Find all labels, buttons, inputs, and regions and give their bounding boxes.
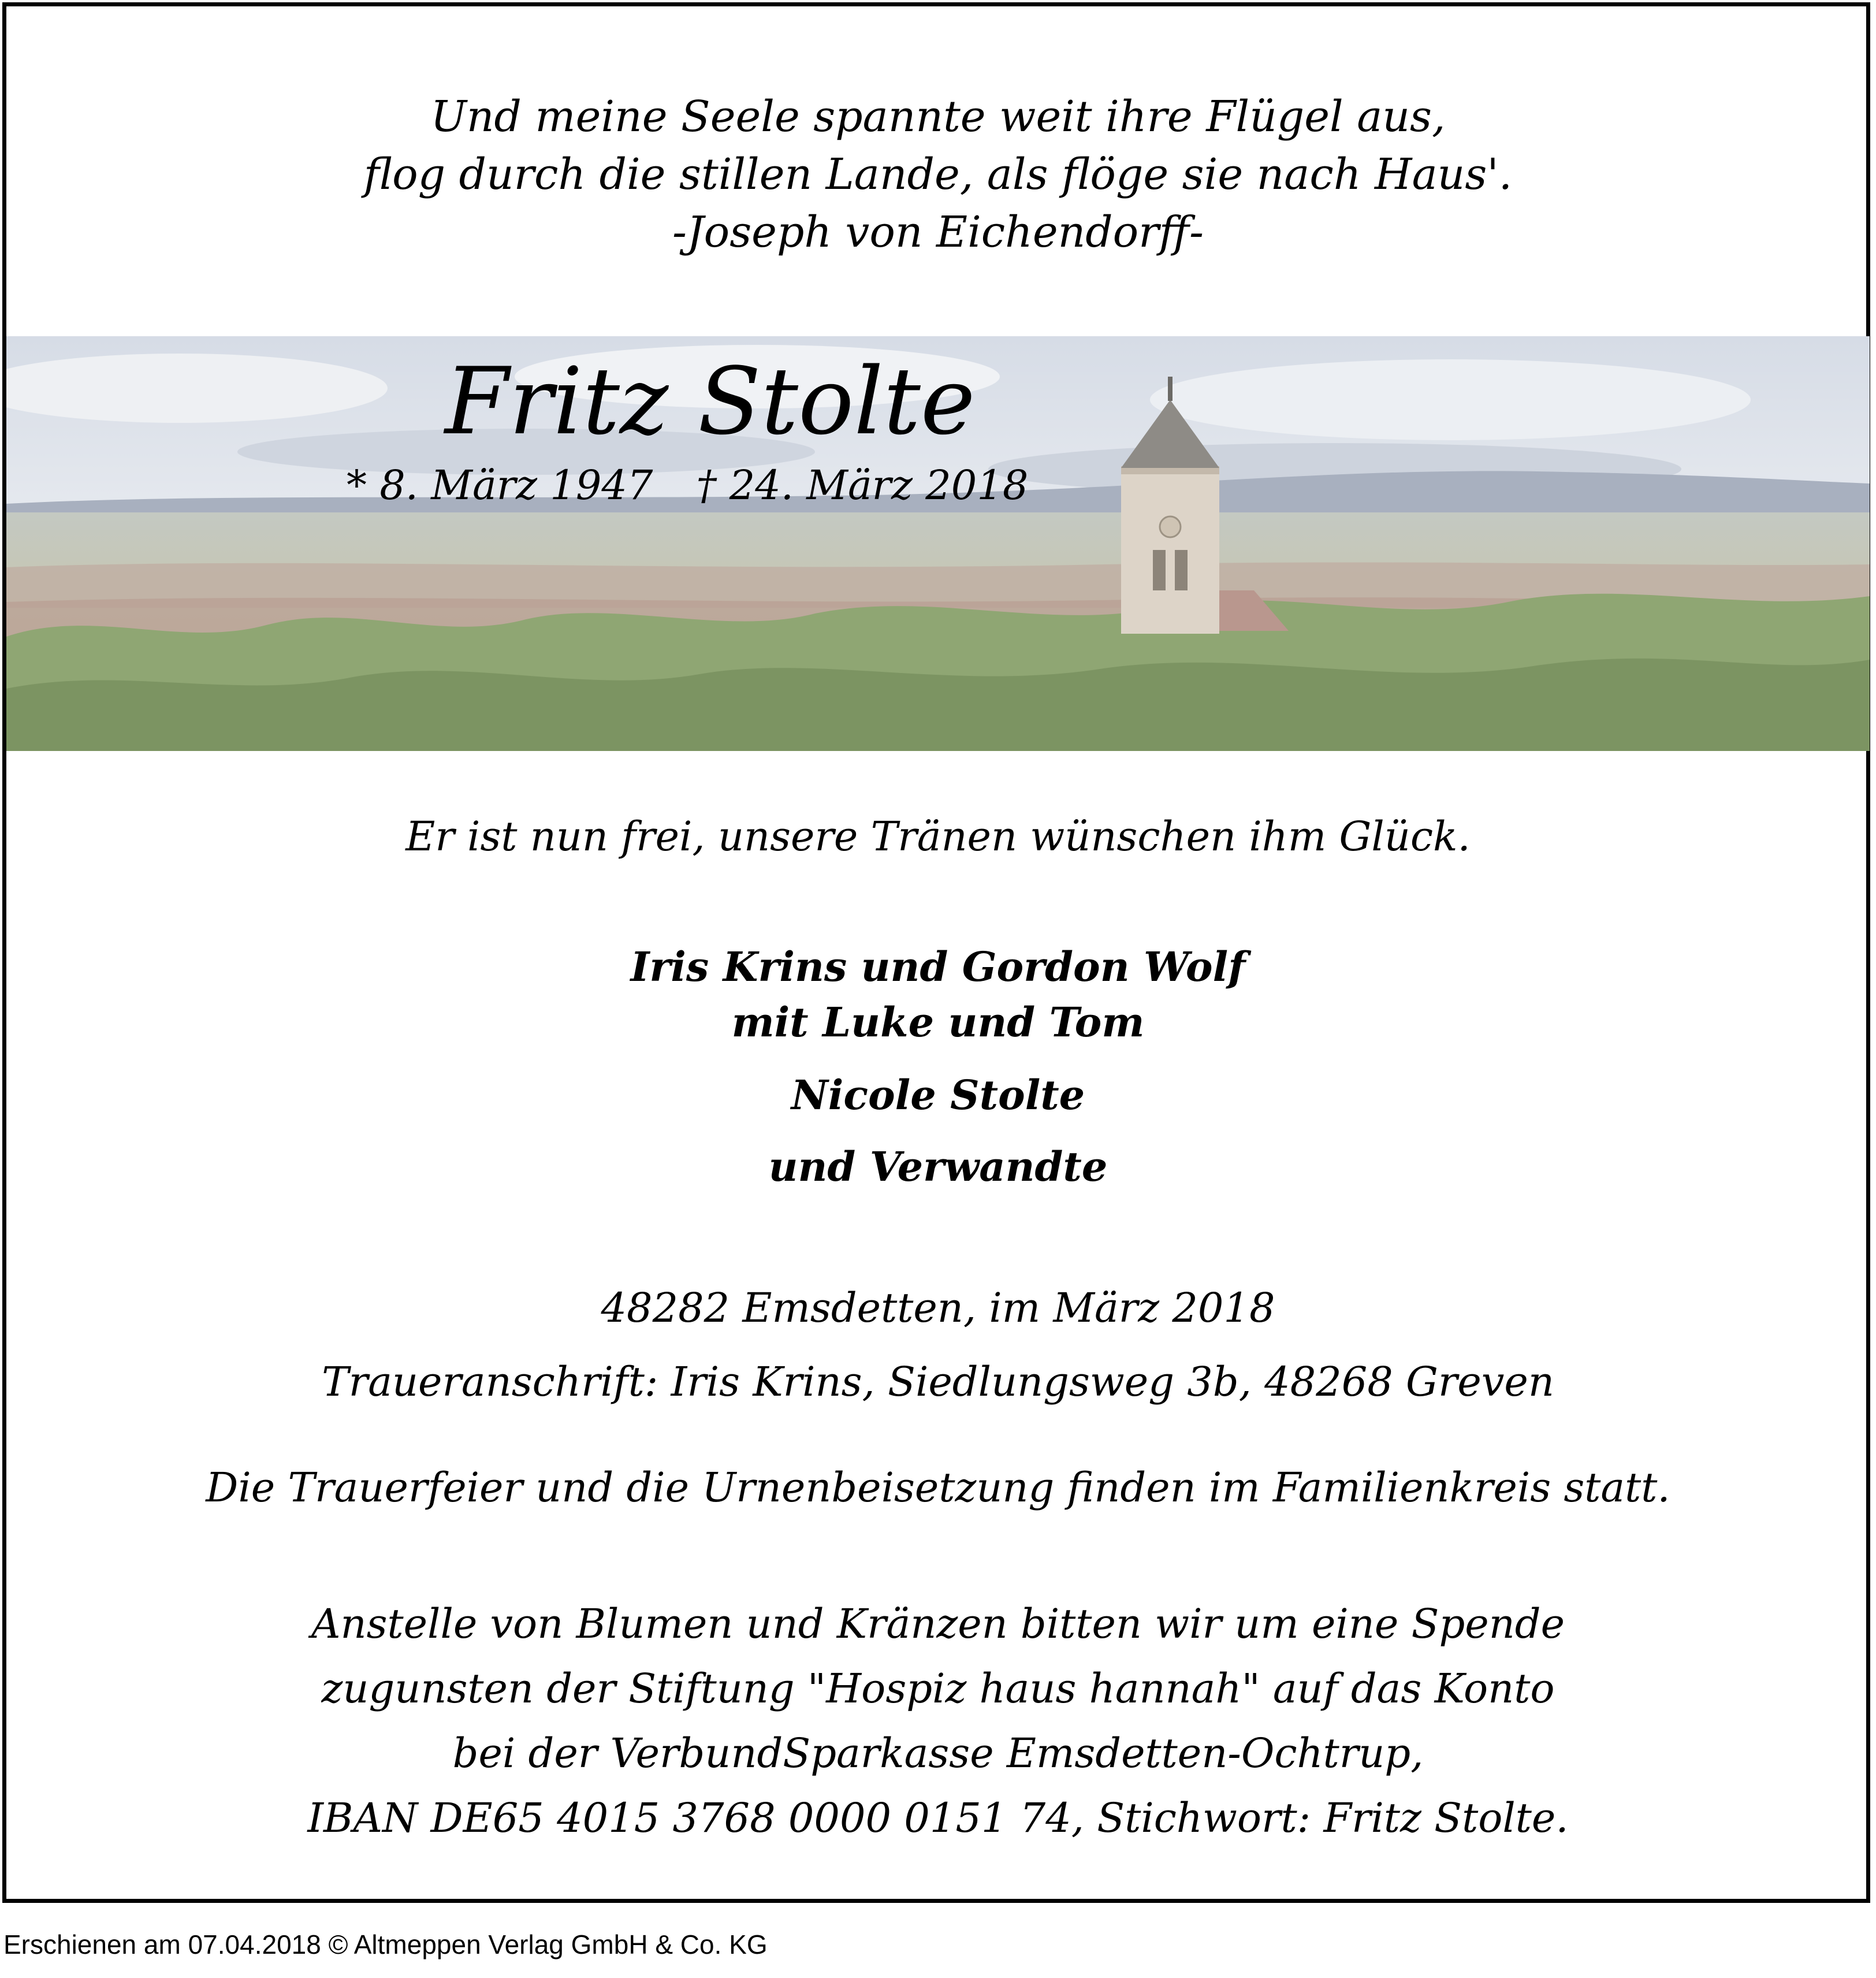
mourner-line: mit Luke und Tom	[731, 998, 1145, 1046]
deceased-name: Fritz Stolte	[445, 347, 976, 455]
mourner-line: Nicole Stolte	[791, 1071, 1085, 1119]
mourner-line: und Verwandte	[768, 1143, 1108, 1191]
quote-line: flog durch die stillen Lande, als flöge sie nach Haus'.	[363, 150, 1513, 199]
ceremony-note: Die Trauerfeier und die Urnenbeisetzung finden im Familienkreis statt.	[206, 1464, 1670, 1511]
publication-footer: Erschienen am 07.04.2018 © Altmeppen Verlag GmbH & Co. KG	[3, 1929, 768, 1960]
donation-line: zugunsten der Stiftung "Hospiz haus hannah" auf das Konto	[321, 1665, 1555, 1712]
death-date: † 24. März 2018	[696, 462, 1029, 509]
place-date-line: 48282 Emsdetten, im März 2018	[601, 1284, 1275, 1332]
donation-line: bei der VerbundSparkasse Emsdetten-Ochtrup,	[452, 1730, 1424, 1777]
mourning-address-line: Traueranschrift: Iris Krins, Siedlungsweg 3b, 48268 Greven	[322, 1358, 1554, 1406]
mourner-line: Iris Krins und Gordon Wolf	[630, 943, 1246, 991]
quote-author: -Joseph von Eichendorff-	[672, 207, 1204, 257]
quote-line: Und meine Seele spannte weit ihre Flügel aus,	[430, 92, 1446, 142]
farewell-line: Er ist nun frei, unsere Tränen wünschen ihm Glück.	[405, 813, 1471, 860]
opening-quote	[0, 88, 1876, 261]
birth-date: * 8. März 1947	[347, 462, 653, 509]
donation-line: Anstelle von Blumen und Kränzen bitten wir um eine Spende	[311, 1600, 1565, 1648]
donation-request	[0, 1592, 1876, 1850]
donation-line: IBAN DE65 4015 3768 0000 0151 74, Stichwort: Fritz Stolte.	[307, 1794, 1569, 1842]
place-and-address	[0, 1271, 1876, 1419]
life-dates	[347, 460, 1028, 510]
